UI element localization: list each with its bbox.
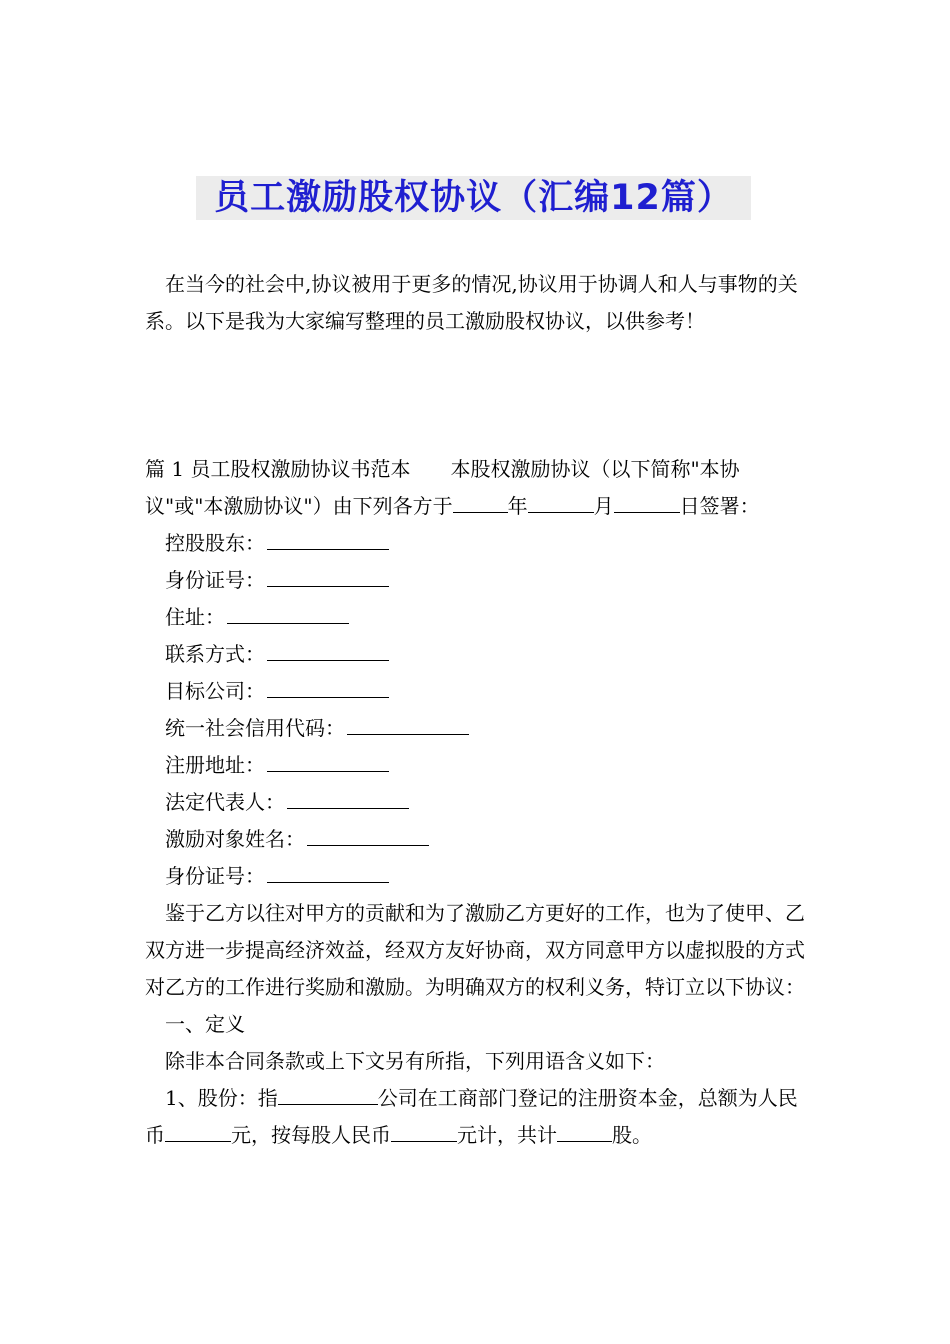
share-def-text: 元计，共计 [457,1123,557,1147]
share-count-blank [557,1140,612,1142]
year-blank [453,511,508,513]
field-label: 注册地址： [165,753,265,777]
field-address [145,599,807,636]
field-blank [267,548,389,550]
field-blank [347,733,469,735]
field-credit-code [145,710,807,747]
share-def-text: 公司在工商部门登记的注册资本金，总额为人民币 [145,1086,798,1147]
share-def-text: 股。 [612,1123,652,1147]
year-label: 年 [507,494,528,518]
field-legal-representative [145,784,807,821]
day-sign-label: 日签署： [679,494,760,518]
field-label: 激励对象姓名： [165,827,305,851]
field-blank [267,659,389,661]
day-blank [614,511,680,513]
field-label: 住址： [165,605,225,629]
field-label: 统一社会信用代码： [165,716,345,740]
field-blank [287,807,409,809]
field-registered-address [145,747,807,784]
field-label: 联系方式： [165,642,265,666]
heading-text: 篇 1 员工股权激励协议书范本 本股权激励协议（以下简称"本协议"或"本激励协议"）由下列各方于 [145,457,740,518]
field-controlling-shareholder [145,525,807,562]
document-title: 员工激励股权协议（汇编12篇） [214,178,733,218]
field-blank [267,881,389,883]
field-target-company [145,673,807,710]
field-label: 法定代表人： [165,790,285,814]
month-blank [528,511,594,513]
field-blank [267,696,389,698]
field-blank [267,585,389,587]
field-incentive-id-number [145,858,807,895]
definition-intro: 除非本合同条款或上下文另有所指，下列用语含义如下： [165,1049,665,1073]
field-blank [267,770,389,772]
agreement-body [145,451,807,1154]
field-label: 控股股东： [165,531,265,555]
share-def-text: 1、股份：指 [165,1086,278,1110]
month-label: 月 [593,494,614,518]
share-definition [145,1080,807,1154]
field-label: 身份证号： [165,568,265,592]
agreement-heading-paragraph [145,451,807,525]
field-blank [227,622,349,624]
section-definition-heading: 一、定义 [165,1012,245,1036]
company-blank [278,1103,378,1105]
intro-paragraph: 在当今的社会中,协议被用于更多的情况,协议用于协调人和人与事物的关系。以下是我为大家编写整理的员工激励股权协议，以供参考！ [145,272,798,333]
per-share-blank [391,1140,457,1142]
field-label: 目标公司： [165,679,265,703]
share-def-text: 元，按每股人民币 [231,1123,391,1147]
field-id-number [145,562,807,599]
field-blank [307,844,429,846]
purpose-paragraph: 鉴于乙方以往对甲方的贡献和为了激励乙方更好的工作，也为了使甲、乙双方进一步提高经济效益，经双方友好协商，双方同意甲方以虚拟股的方式对乙方的工作进行奖励和激励。为明确双方的权利义务，特订立以下协议： [145,901,805,999]
field-contact [145,636,807,673]
field-incentive-name [145,821,807,858]
total-amount-blank [165,1140,231,1142]
field-label: 身份证号： [165,864,265,888]
